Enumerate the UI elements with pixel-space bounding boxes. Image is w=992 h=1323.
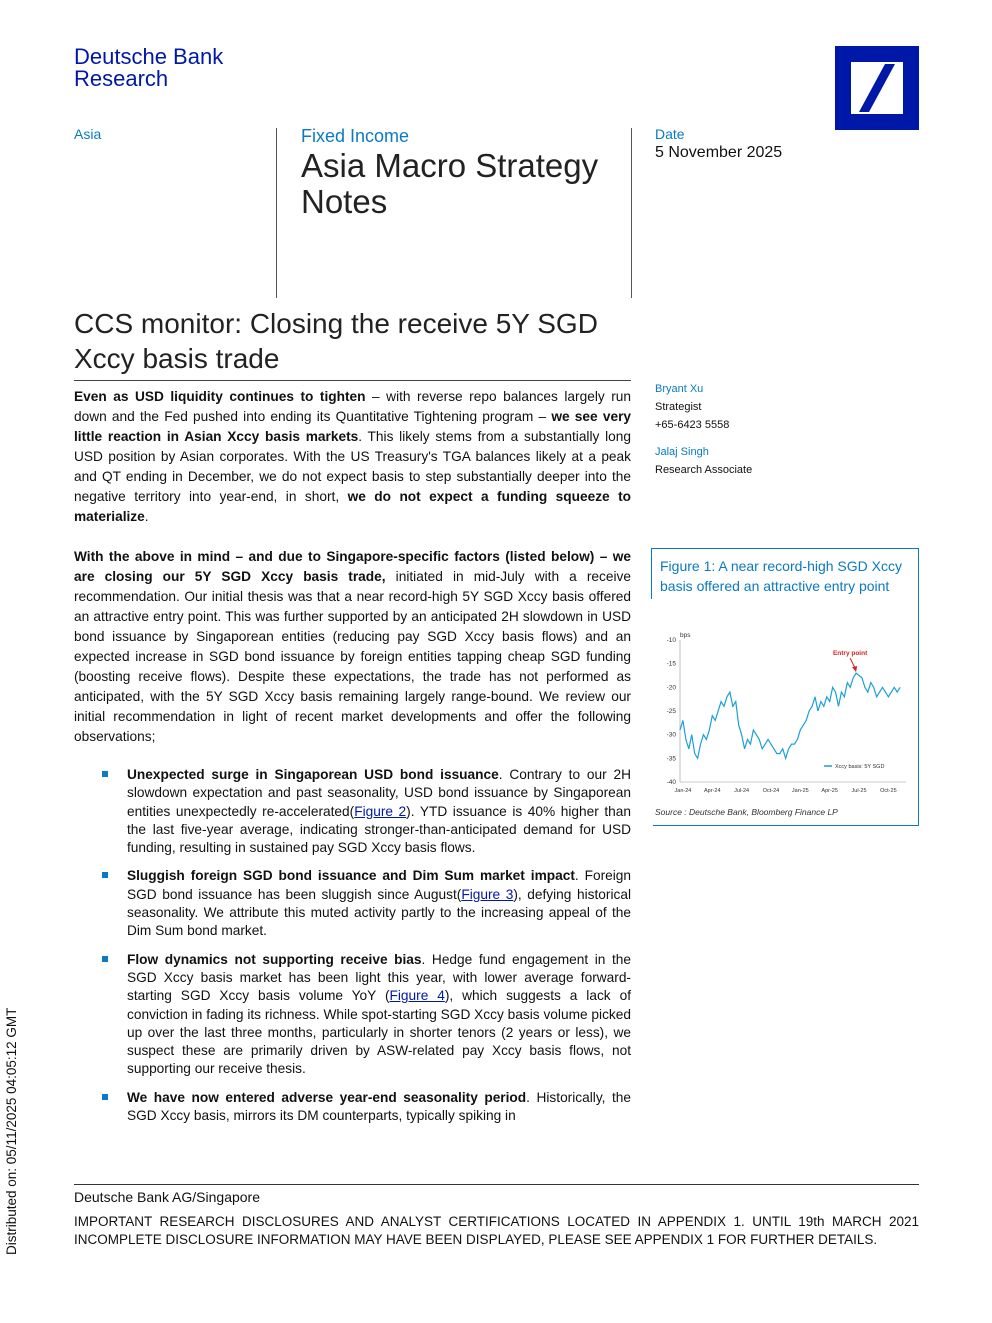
- x-tick-label: Oct-25: [880, 788, 897, 794]
- intro-text-2: . This likely stems from a substantially long USD position by Asian corporates. With the US Treasury's TGA balances likely at a peak and QT ending in December, we do not expect basis to step substantially deeper into the negative territory into year-end, in short,: [74, 429, 631, 504]
- analyst-title: Research Associate: [655, 464, 753, 476]
- x-tick-label: Jan-25: [791, 788, 809, 794]
- headline-rule: [74, 380, 631, 381]
- bullet-bold: Unexpected surge in Singaporean USD bond issuance: [127, 767, 499, 782]
- body-paragraph: [74, 547, 631, 747]
- date-label: Date: [655, 126, 685, 142]
- x-tick-label: Jul-24: [734, 788, 750, 794]
- list-item: [102, 867, 631, 940]
- y-tick-label: -40: [666, 779, 676, 786]
- brand-division: Research: [74, 66, 169, 91]
- bullet-text: . Foreign SGD bond issuance has been sluggish since August(: [127, 868, 632, 902]
- figure-3-link[interactable]: Figure 3: [461, 886, 514, 902]
- body-text-1: initiated in mid-July with a receive recommendation. Our initial thesis was that a near record-high 5Y SGD Xccy basis offered an attractive entry point. This was further supported by an anticipated 2H slowdown in USD bond issuance by Singaporean entities (reducing pay SGD Xccy basis flows) and an expected increase in SGD bond issuance by foreign entities tapping cheap SGD funding (boosting receive flows). Despite these expectations, the trade has not performed as anticipated, with the 5Y SGD Xccy basis remaining largely range-bound. We review our initial recommendation in light of recent market developments and offer the following observations;: [74, 569, 632, 744]
- analyst-phone: +65-6423 5558: [655, 419, 730, 431]
- y-tick-label: -25: [666, 708, 676, 715]
- region-label: Asia: [74, 126, 102, 142]
- list-item: [102, 1089, 631, 1126]
- y-tick-label: -10: [666, 637, 676, 644]
- section-label: Fixed Income: [301, 126, 410, 146]
- distribution-stamp: Distributed on: 05/11/2025 04:05:12 GMT: [4, 1007, 19, 1255]
- line-chart: [656, 628, 914, 798]
- bullet-bold: Sluggish foreign SGD bond issuance and Dim Sum market impact: [127, 868, 575, 884]
- intro-text-1: – with reverse repo balances largely run down and the Fed pushed into ending its Quantitative Tightening program –: [74, 389, 631, 424]
- legend-label: Xccy basis: 5Y SGD: [835, 764, 885, 770]
- bullet-text: . Contrary to our 2H slowdown expectation and past seasonality, USD bond issuance by Singaporean entities unexpectedly re-accelerated(: [127, 767, 631, 819]
- bullet-text: ). YTD issuance is 40% higher than the last five-year average, indicating stronger-than-anticipated demand for USD funding, resulting in sustained pay SGD Xccy basis flows.: [127, 803, 631, 856]
- x-tick-label: Apr-24: [704, 788, 721, 794]
- footer-entity: Deutsche Bank AG/Singapore: [74, 1189, 261, 1205]
- date-value: 5 November 2025: [655, 144, 783, 161]
- observation-list: [102, 766, 631, 1135]
- annotation-arrowhead: [852, 666, 857, 672]
- bullet-bold: We have now entered adverse year-end seasonality period: [127, 1089, 527, 1105]
- headline: CCS monitor: Closing the receive 5Y SGD Xccy basis trade: [74, 308, 598, 374]
- bullet-square-icon: [102, 872, 108, 878]
- divider: [276, 128, 277, 298]
- intro-bold-2: we see very little reaction in Asian Xccy basis markets: [74, 409, 632, 444]
- y-tick-label: -15: [666, 660, 676, 668]
- y-tick-label: -30: [666, 731, 676, 739]
- series-line: [680, 673, 900, 758]
- footer-rule: [74, 1184, 919, 1185]
- figure-source: Source : Deutsche Bank, Bloomberg Finance LP: [655, 807, 838, 817]
- brand-name: Deutsche Bank: [74, 44, 224, 69]
- body-bold-1: With the above in mind – and due to Singapore-specific factors (listed below) – we are closing our 5Y SGD Xccy basis trade,: [74, 549, 631, 584]
- x-tick-label: Oct-24: [762, 788, 780, 794]
- analyst-name[interactable]: Jalaj Singh: [655, 446, 709, 458]
- annotation-label: Entry point: [832, 650, 868, 658]
- y-tick-label: -35: [666, 755, 676, 763]
- x-tick-label: Jan-24: [674, 788, 692, 794]
- list-item: [102, 766, 631, 857]
- bullet-bold: Flow dynamics not supporting receive bias: [127, 951, 422, 967]
- x-tick-label: Jul-25: [851, 788, 867, 794]
- publication-title: Asia Macro Strategy Notes: [301, 147, 599, 220]
- intro-bold-3: we do not expect a funding squeeze to materialize: [74, 489, 632, 524]
- intro-bold-1: Even as USD liquidity continues to tighten: [74, 389, 366, 404]
- analyst-panel: [655, 380, 752, 479]
- divider: [631, 128, 632, 298]
- analyst-title: Strategist: [655, 401, 702, 413]
- bullet-text: ), defying historical seasonality. We attribute this muted activity partly to the increasing appeal of the Dim Sum bond market.: [127, 886, 631, 939]
- intro-paragraph: [74, 387, 631, 527]
- y-tick-label: -20: [666, 684, 676, 692]
- bullet-square-icon: [102, 956, 108, 962]
- deutsche-bank-logo: [835, 46, 919, 130]
- intro-text-3: .: [144, 509, 149, 524]
- figure-title: Figure 1: A near record-high SGD Xccy basis offered an attractive entry point: [660, 558, 902, 594]
- bullet-text: ), which suggests a lack of conviction in fading its richness. While spot-starting SGD Xccy basis volume picked up over the last three months, particularly in shorter tenors (2 years or less), we suspect these are primarily driven by ASW-related pay Xccy basis flows, not supporting our receive thesis.: [127, 988, 631, 1077]
- figure-4-link[interactable]: Figure 4: [389, 988, 445, 1004]
- list-item: [102, 951, 631, 1079]
- bullet-square-icon: [102, 1094, 108, 1100]
- disclosure-text: IMPORTANT RESEARCH DISCLOSURES AND ANALYST CERTIFICATIONS LOCATED IN APPENDIX 1. UNTIL 19th MARCH 2021 INCOMPLETE DISCLOSURE INFORMATION MAY HAVE BEEN DISPLAYED, PLEASE SEE APPENDIX 1 FOR FURTHER DETAILS.: [74, 1214, 919, 1247]
- y-unit-label: bps: [680, 632, 691, 639]
- bullet-square-icon: [102, 771, 108, 777]
- x-tick-label: Apr-25: [821, 788, 838, 794]
- analyst-name[interactable]: Bryant Xu: [655, 383, 704, 395]
- bullet-text: . Hedge fund engagement in the SGD Xccy basis market has been light this year, with lower average forward-starting SGD Xccy basis volume YoY (: [127, 951, 632, 1004]
- figure-2-link[interactable]: Figure 2: [354, 803, 407, 819]
- bullet-text: . Historically, the SGD Xccy basis, mirrors its DM counterparts, typically spiking in: [127, 1089, 632, 1124]
